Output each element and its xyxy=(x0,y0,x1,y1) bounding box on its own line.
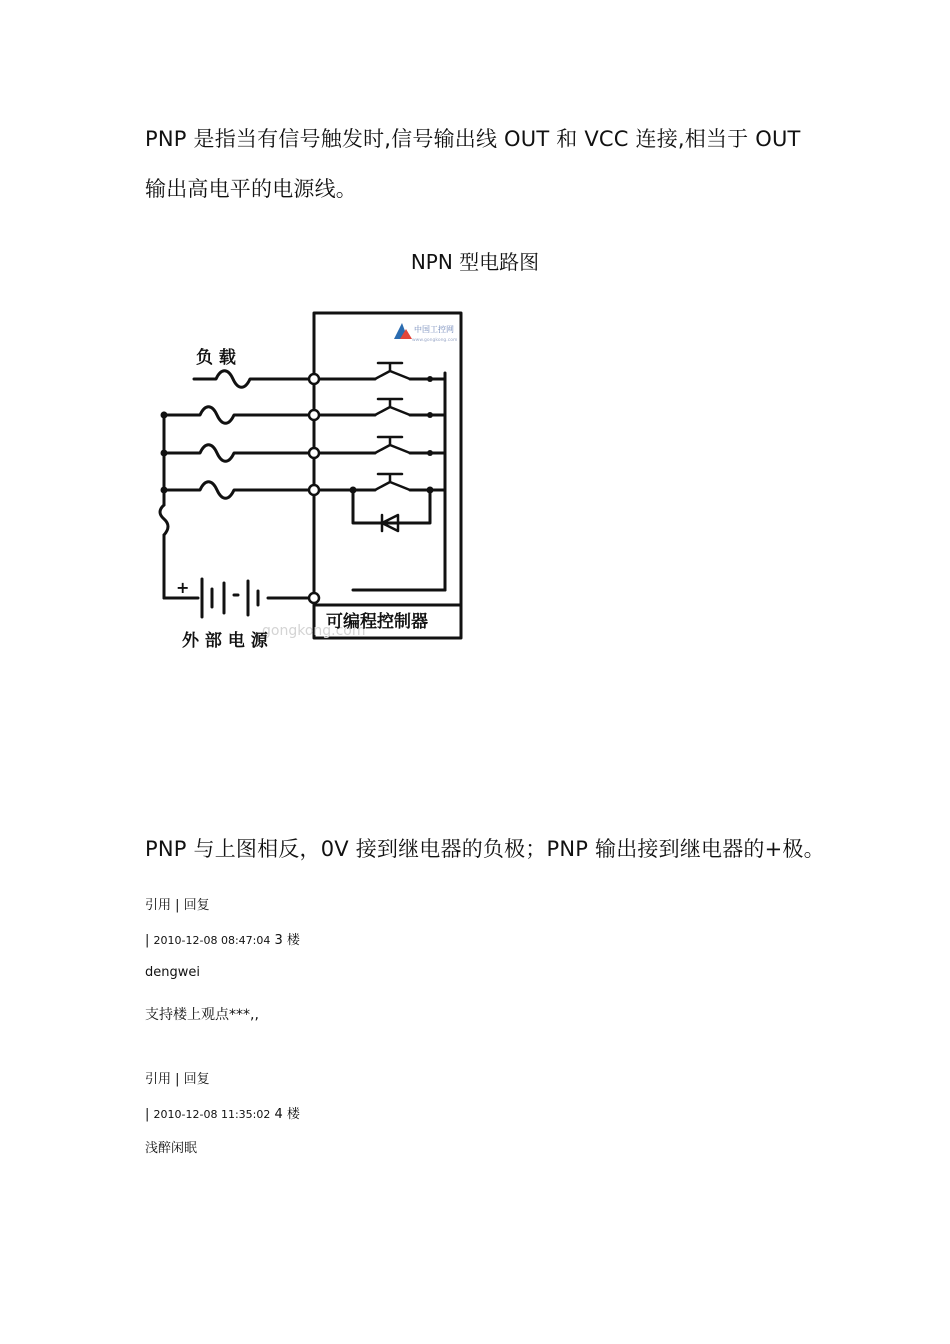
load-label: 负 载 xyxy=(196,348,236,368)
transistor-symbol-4 xyxy=(375,474,410,490)
post-actions-text[interactable]: 引用 | 回复 xyxy=(145,1072,210,1087)
junction-dot xyxy=(427,487,434,494)
post-meta-1 xyxy=(145,929,300,948)
body-line: PNP 与上图相反，0V 接到继电器的负极；PNP 输出接到继电器的+极。 xyxy=(145,837,825,861)
load-wire-3 xyxy=(164,445,314,462)
gongkong-logo xyxy=(394,323,412,339)
post-floor: 3 楼 xyxy=(274,933,300,948)
intro-line-1: PNP 是指当有信号触发时,信号输出线 OUT 和 VCC 连接,相当于 OUT xyxy=(145,127,801,151)
junction-dot xyxy=(427,376,433,382)
meta-separator: | xyxy=(145,1107,150,1122)
junction-dot xyxy=(350,487,357,494)
post-content-1: 支持楼上观点***,, xyxy=(145,1007,259,1023)
left-contact xyxy=(160,505,168,535)
junction-dot xyxy=(161,412,168,419)
power-label: 外 部 电 源 xyxy=(182,631,268,651)
load-wire-1 xyxy=(194,371,314,388)
post-actions-2[interactable] xyxy=(145,1068,210,1087)
figure-caption: NPN 型电路图 xyxy=(410,250,540,274)
post-timestamp: 2010-12-08 08:47:04 xyxy=(153,934,271,947)
post-author-1[interactable]: dengwei xyxy=(145,965,200,980)
terminal-common xyxy=(309,593,319,603)
npn-circuit-diagram xyxy=(150,305,475,655)
watermark-logo-text: 中国工控网 xyxy=(414,325,454,334)
post-actions-1[interactable] xyxy=(145,894,210,913)
controller-label: 可编程控制器 xyxy=(326,612,428,632)
post-author-2[interactable]: 浅醉闲眠 xyxy=(145,1141,198,1156)
transistor-symbol-3 xyxy=(375,437,410,453)
junction-dot xyxy=(161,450,168,457)
battery-symbol xyxy=(202,579,258,617)
junction-dot xyxy=(161,487,168,494)
post-floor: 4 楼 xyxy=(274,1107,300,1122)
post-actions-text[interactable]: 引用 | 回复 xyxy=(145,898,210,913)
transistor-symbol-1 xyxy=(375,363,410,379)
load-wire-4 xyxy=(164,482,314,499)
terminal-1 xyxy=(309,374,319,384)
meta-separator: | xyxy=(145,933,150,948)
post-meta-2 xyxy=(145,1103,300,1122)
intro-line-2: 输出高电平的电源线。 xyxy=(145,177,357,201)
watermark-text: gongkong.com xyxy=(262,623,366,639)
terminal-4 xyxy=(309,485,319,495)
junction-dot xyxy=(427,450,433,456)
plus-sign: + xyxy=(176,578,190,597)
post-timestamp: 2010-12-08 11:35:02 xyxy=(153,1108,271,1121)
transistor-symbol-2 xyxy=(375,399,410,415)
terminal-3 xyxy=(309,448,319,458)
terminal-2 xyxy=(309,410,319,420)
watermark-url: www.gongkong.com xyxy=(412,338,458,343)
load-wire-2 xyxy=(164,407,314,424)
junction-dot xyxy=(427,412,433,418)
